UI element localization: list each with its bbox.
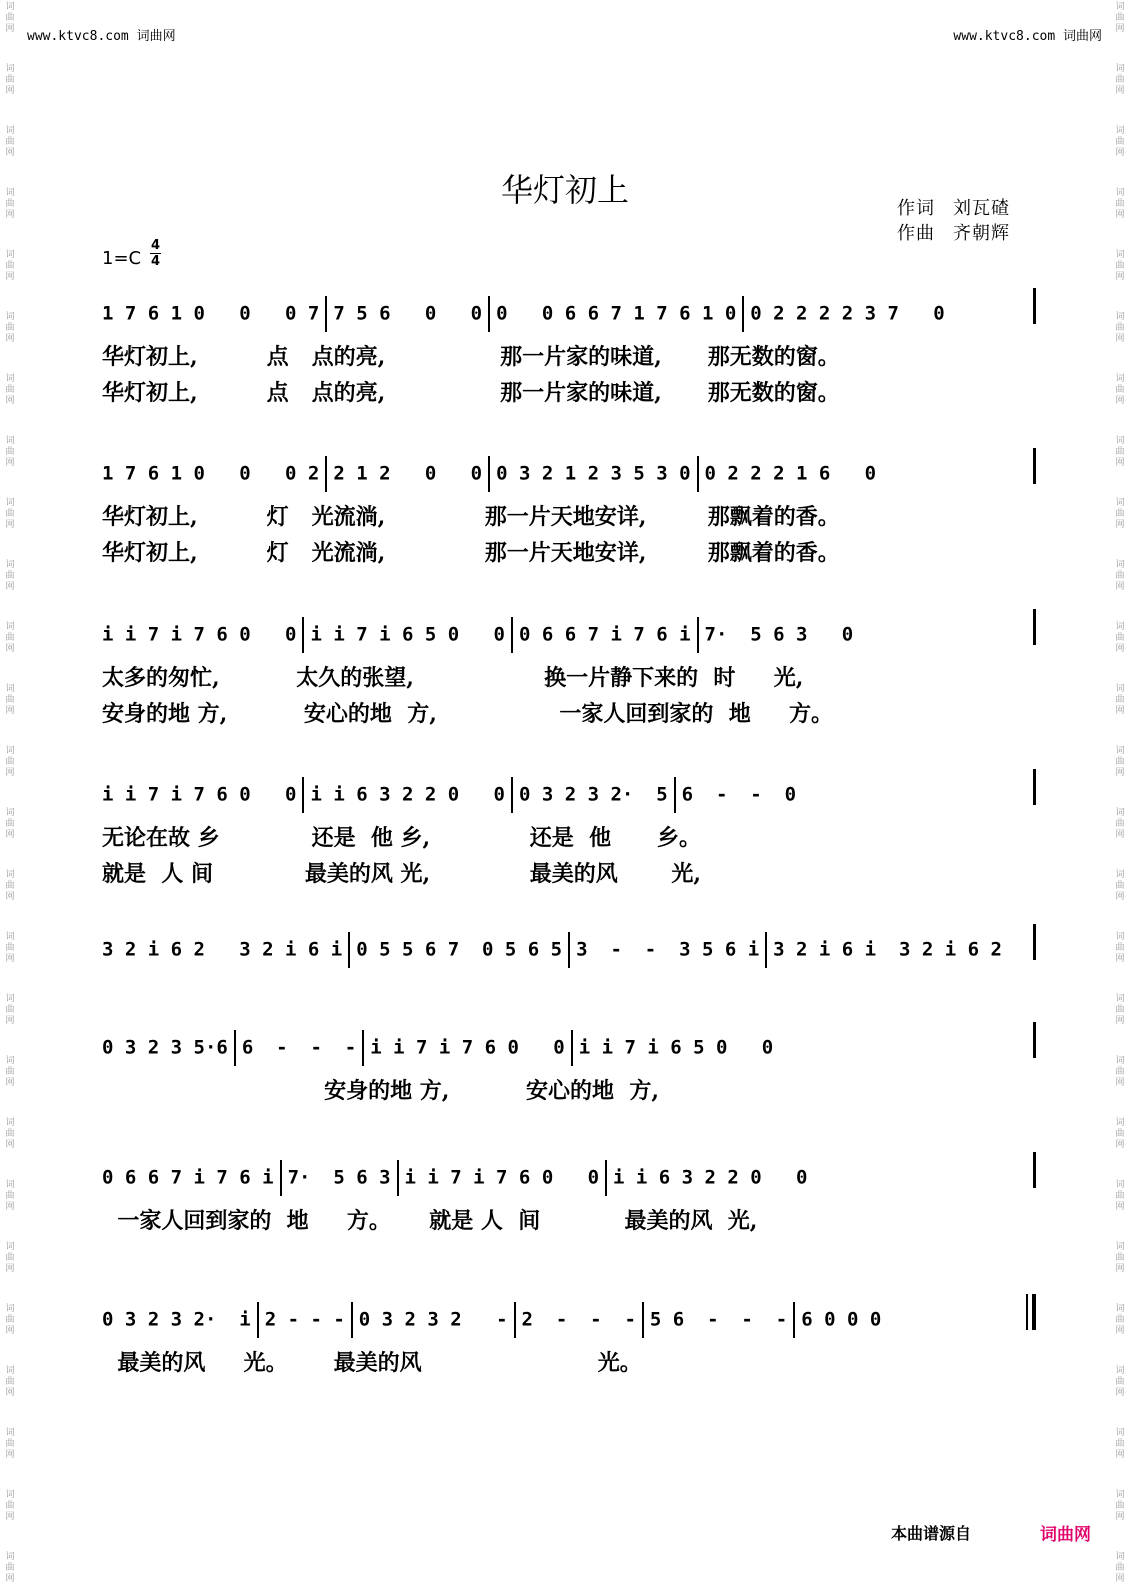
meter-top: 4 — [151, 238, 161, 253]
barline — [488, 456, 490, 492]
notation-line — [102, 1302, 1036, 1338]
composer-credit — [897, 219, 1010, 245]
meter-bottom: 4 — [151, 254, 161, 269]
watermark-text: 词 曲 网 — [1115, 1118, 1125, 1150]
notation-line — [102, 932, 1036, 968]
watermark-text: 词 曲 网 — [5, 188, 15, 220]
watermark-text: 词 曲 网 — [1115, 870, 1125, 902]
barline — [362, 1030, 364, 1066]
barline — [351, 1302, 353, 1338]
measure: i i 7 i 7 6 0 0 — [370, 1036, 565, 1059]
measure: 1 7 6 1 0 0 0 7 — [102, 302, 320, 325]
site-header-left[interactable]: www.ktvc8.com 词曲网 — [27, 29, 176, 44]
barline — [325, 456, 327, 492]
watermark-text: 词 曲 网 — [1115, 1552, 1125, 1584]
barline — [571, 1030, 573, 1066]
measure: 3 2 i 6 2 3 2 i 6 i — [102, 938, 343, 961]
measure: 2 - - - — [521, 1308, 636, 1331]
barline — [1033, 1022, 1036, 1058]
lyric-line: 最美的风 光。 最美的风 光。 — [102, 1350, 642, 1376]
barline — [1033, 288, 1036, 324]
watermark-text: 词 曲 网 — [1115, 1304, 1125, 1336]
composer-role: 作曲 — [897, 223, 935, 244]
barline — [511, 617, 513, 653]
watermark-text: 词 曲 网 — [5, 1428, 15, 1460]
barline — [765, 932, 767, 968]
measure: 3 - - 3 5 6 i — [576, 938, 760, 961]
watermark-text: 词 曲 网 — [1115, 1428, 1125, 1460]
barline — [488, 296, 490, 332]
barline — [514, 1302, 516, 1338]
barline — [1033, 1152, 1036, 1188]
watermark-text: 词 曲 网 — [5, 1118, 15, 1150]
barline — [280, 1160, 282, 1196]
barline — [397, 1160, 399, 1196]
lyric-line: 华灯初上, 点 点的亮, 那一片家的味道, 那无数的窗。 — [102, 380, 840, 406]
watermark-text: 词 曲 网 — [1115, 1366, 1125, 1398]
watermark-text: 词 曲 网 — [5, 932, 15, 964]
watermark-text: 词 曲 网 — [5, 684, 15, 716]
lyric-line: 华灯初上, 点 点的亮, 那一片家的味道, 那无数的窗。 — [102, 344, 840, 370]
measure: i i 7 i 7 6 0 0 — [404, 1166, 600, 1189]
watermark-text: 词 曲 网 — [5, 1180, 15, 1212]
measure: 7 5 6 0 0 — [333, 302, 483, 325]
lyricist-name: 刘瓦碴 — [953, 198, 1010, 219]
watermark-text: 词 曲 网 — [5, 746, 15, 778]
measure: 0 3 2 3 2 - — [358, 1308, 508, 1331]
measure: 6 - - 0 — [681, 783, 797, 806]
watermark-text: 词 曲 网 — [5, 622, 15, 654]
measure: i i 7 i 7 6 0 0 — [102, 623, 297, 646]
measure: 0 2 2 2 2 3 7 0 — [750, 302, 945, 325]
notation-line — [102, 296, 1036, 332]
measure: 7· 5 6 3 0 — [704, 623, 854, 646]
lyric-line: 太多的匆忙, 太久的张望, 换一片静下来的 时 光, — [102, 665, 804, 691]
watermark-text: 词 曲 网 — [1115, 374, 1125, 406]
watermark-text: 词 曲 网 — [1115, 746, 1125, 778]
lyric-line: 安身的地 方, 安心的地 方, — [102, 1078, 660, 1104]
lyric-line: 无论在故 乡 还是 他 乡, 还是 他 乡。 — [102, 825, 702, 851]
watermark-strip-right — [1110, 0, 1130, 1584]
measure: 0 3 2 3 5·6 — [102, 1036, 228, 1059]
barline — [302, 617, 304, 653]
watermark-text: 词 曲 网 — [1115, 808, 1125, 840]
measure: 0 3 2 3 2· i — [102, 1308, 251, 1331]
measure: i i 6 3 2 2 0 0 — [613, 1166, 808, 1189]
notation-line — [102, 1030, 1036, 1066]
measure: 0 3 2 1 2 3 5 3 0 — [496, 462, 691, 485]
watermark-text: 词 曲 网 — [5, 560, 15, 592]
lyricist-role: 作词 — [897, 198, 935, 219]
measure: 6 0 0 0 — [801, 1308, 882, 1331]
watermark-text: 词 曲 网 — [5, 64, 15, 96]
key-signature: 1=C — [102, 248, 142, 269]
barline — [742, 296, 744, 332]
watermark-text: 词 曲 网 — [1115, 1180, 1125, 1212]
notation-line — [102, 617, 1036, 653]
site-header-right[interactable]: www.ktvc8.com 词曲网 — [953, 29, 1102, 44]
watermark-text: 词 曲 网 — [1115, 622, 1125, 654]
watermark-text: 词 曲 网 — [1115, 560, 1125, 592]
watermark-text: 词 曲 网 — [5, 808, 15, 840]
barline — [1033, 924, 1036, 960]
watermark-text: 词 曲 网 — [1115, 1490, 1125, 1522]
watermark-text: 词 曲 网 — [5, 1056, 15, 1088]
watermark-text: 词 曲 网 — [1115, 1056, 1125, 1088]
measure: 6 - - - — [241, 1036, 357, 1059]
measure: 0 6 6 7 i 7 6 i — [102, 1166, 274, 1189]
measure: 1 7 6 1 0 0 0 2 — [102, 462, 320, 485]
barline — [1033, 609, 1036, 645]
watermark-text: 词 曲 网 — [5, 1366, 15, 1398]
watermark-text: 词 曲 网 — [1115, 684, 1125, 716]
barline — [605, 1160, 607, 1196]
watermark-text: 词 曲 网 — [5, 1552, 15, 1584]
measure: i i 7 i 7 6 0 0 — [102, 783, 297, 806]
notation-line — [102, 456, 1036, 492]
measure: i i 6 3 2 2 0 0 — [310, 783, 505, 806]
lyric-line: 安身的地 方, 安心的地 方, 一家人回到家的 地 方。 — [102, 701, 834, 727]
watermark-text: 词 曲 网 — [5, 312, 15, 344]
watermark-text: 词 曲 网 — [5, 1304, 15, 1336]
measure: 0 6 6 7 i 7 6 i — [518, 623, 691, 646]
watermark-text: 词 曲 网 — [1115, 64, 1125, 96]
notation-line — [102, 777, 1036, 813]
barline — [325, 296, 327, 332]
song-title: 华灯初上 — [500, 171, 629, 209]
barline — [348, 932, 350, 968]
barline — [302, 777, 304, 813]
measure: 0 5 5 6 7 0 5 6 5 — [356, 938, 563, 961]
measure: 7· 5 6 3 — [287, 1166, 391, 1189]
watermark-text: 词 曲 网 — [5, 1490, 15, 1522]
measure: 0 0 6 6 7 1 7 6 1 0 — [496, 302, 737, 325]
watermark-text: 词 曲 网 — [1115, 312, 1125, 344]
watermark-text: 词 曲 网 — [5, 436, 15, 468]
watermark-text: 词 曲 网 — [1115, 932, 1125, 964]
measure: 5 6 - - - — [649, 1308, 788, 1331]
lyric-line: 一家人回到家的 地 方。 就是 人 间 最美的风 光, — [102, 1208, 758, 1234]
barline — [257, 1302, 259, 1338]
barline — [511, 777, 513, 813]
measure: i i 7 i 6 5 0 0 — [578, 1036, 774, 1059]
watermark-text: 词 曲 网 — [5, 374, 15, 406]
watermark-text: 词 曲 网 — [1115, 436, 1125, 468]
measure: 0 3 2 3 2· 5 — [518, 783, 668, 806]
watermark-text: 词 曲 网 — [5, 870, 15, 902]
source-site-link[interactable]: 词曲网 — [1040, 1525, 1091, 1545]
barline — [697, 617, 699, 653]
measure: i i 7 i 6 5 0 0 — [310, 623, 505, 646]
lyricist-credit — [897, 194, 1010, 220]
barline — [234, 1030, 236, 1066]
composer-name: 齐朝辉 — [953, 223, 1010, 244]
barline — [793, 1302, 795, 1338]
watermark-text: 词 曲 网 — [5, 994, 15, 1026]
watermark-text: 词 曲 网 — [5, 1242, 15, 1274]
watermark-text: 词 曲 网 — [5, 250, 15, 282]
time-signature — [150, 238, 161, 269]
measure: 2 - - - — [264, 1308, 345, 1331]
watermark-text: 词 曲 网 — [5, 126, 15, 158]
watermark-text: 词 曲 网 — [1115, 1242, 1125, 1274]
lyric-line: 华灯初上, 灯 光流淌, 那一片天地安详, 那飘着的香。 — [102, 540, 840, 566]
final-barline — [1026, 1294, 1036, 1330]
watermark-text: 词 曲 网 — [5, 498, 15, 530]
barline — [568, 932, 570, 968]
lyric-line: 华灯初上, 灯 光流淌, 那一片天地安详, 那飘着的香。 — [102, 504, 840, 530]
watermark-text: 词 曲 网 — [1115, 250, 1125, 282]
watermark-text: 词 曲 网 — [1115, 188, 1125, 220]
notation-line — [102, 1160, 1036, 1196]
watermark-text: 词 曲 网 — [5, 2, 15, 34]
source-label: 本曲谱源自 — [891, 1524, 972, 1543]
lyric-line: 就是 人 间 最美的风 光, 最美的风 光, — [102, 861, 702, 887]
barline — [697, 456, 699, 492]
watermark-text: 词 曲 网 — [1115, 126, 1125, 158]
watermark-text: 词 曲 网 — [1115, 498, 1125, 530]
measure: 2 1 2 0 0 — [333, 462, 483, 485]
measure: 0 2 2 2 1 6 0 — [704, 462, 877, 485]
barline — [674, 777, 676, 813]
barline — [642, 1302, 644, 1338]
barline — [1033, 448, 1036, 484]
barline — [1033, 769, 1036, 805]
watermark-text: 词 曲 网 — [1115, 2, 1125, 34]
watermark-text: 词 曲 网 — [1115, 994, 1125, 1026]
measure: 3 2 i 6 i 3 2 i 6 2 — [773, 938, 1002, 961]
watermark-strip-left — [0, 0, 20, 1584]
